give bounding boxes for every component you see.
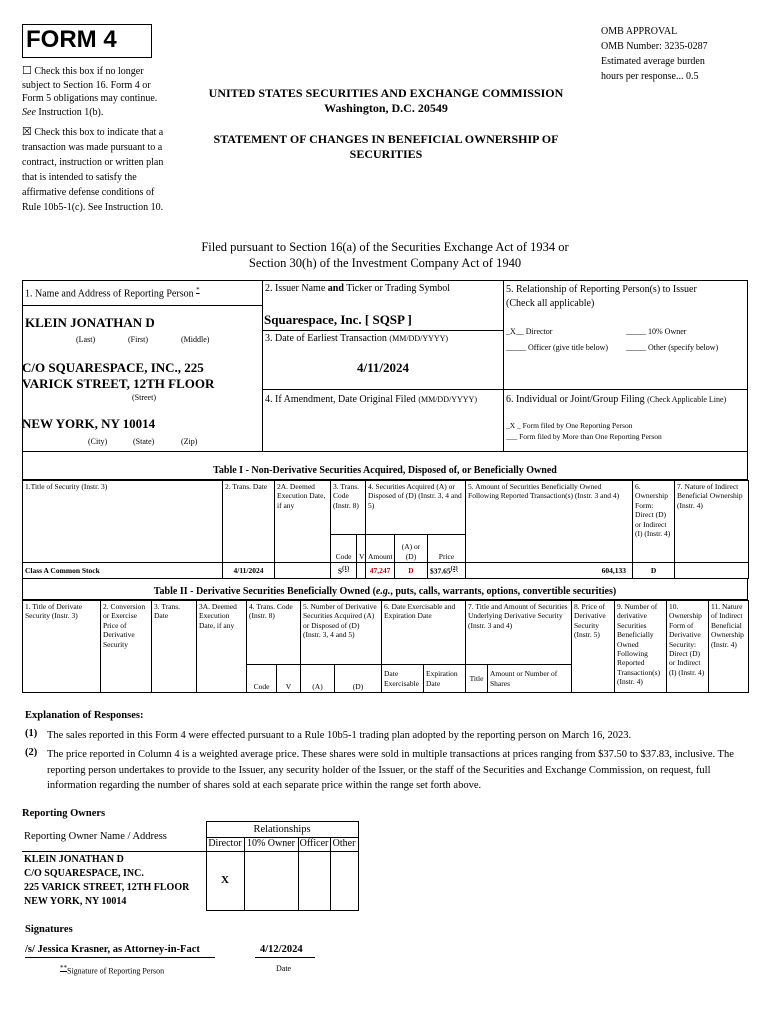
t1-h3: 3. Trans. Code (Instr. 8) xyxy=(331,481,366,535)
t2-a: (A) xyxy=(301,665,335,693)
checkbox2-text: Check this box to indicate that a transaction was made pursuant to a contract, instruction or written plan that is intended to satisfy the affirmative defense conditions of Rule 10b5-1(c). See Instruction 10. xyxy=(22,127,164,213)
filed-line1: Filed pursuant to Section 16(a) of the Securities Exchange Act of 1934 or xyxy=(201,240,569,254)
checkbox1-see: See xyxy=(22,106,36,118)
t2-h3: 3. Trans. Date xyxy=(152,601,197,693)
t1-h1: 1.Title of Security (Instr. 3) xyxy=(23,481,223,563)
fn2-number: (2) xyxy=(25,747,38,758)
filing-one: _X _ Form filed by One Reporting Person xyxy=(506,421,633,430)
form-title: FORM 4 xyxy=(26,26,117,53)
owner-ten-cell xyxy=(244,852,298,911)
rel-director: _X__ Director xyxy=(506,327,553,336)
t1-h2a: 2A. Deemed Execution Date, if any xyxy=(275,481,331,563)
statement-line2: SECURITIES xyxy=(349,147,423,161)
table-row xyxy=(22,852,358,911)
t2-date-ex: Date Exercisable xyxy=(382,665,424,693)
t2-h10: 10. Ownership Form of Derivative Security: Direct (D) or Indirect (I) (Instr. 4) xyxy=(667,601,709,693)
owner-officer-cell xyxy=(298,852,330,911)
t2-h2: 2. Conversion or Exercise Price of Derivative Security xyxy=(101,601,152,693)
earliest-transaction-date: 4/11/2024 xyxy=(356,360,409,375)
fn2-text: The price reported in Column 4 is a weighted average price. These shares were sold in multiple transactions at prices ranging from $37.50 to $37.83, inclusive. The reporting person undertakes to provide to the Issuer, any security holder of the Issuer, or the staff of the Securities and Exchange Commission, on request, full information regarding the number of shares sold at each separate price within the range set forth above. xyxy=(47,749,734,791)
t1-row-price: $37.65$^{(2)}$ xyxy=(428,563,466,579)
date-label: Date xyxy=(276,964,292,973)
box5-label: 5. Relationship of Reporting Person(s) to Issuer (Check all applicable) xyxy=(506,284,697,309)
t2-h11: 11. Nature of Indirect Beneficial Ownership (Instr. 4) xyxy=(709,601,749,693)
t2-code: Code xyxy=(247,665,277,693)
table1-grid xyxy=(22,480,749,579)
owners-director: Director xyxy=(206,838,244,852)
divider-4 xyxy=(262,330,504,331)
t1-row-v xyxy=(357,563,366,579)
issuer-name: Squarespace, Inc. [ SQSP ] xyxy=(264,312,412,327)
omb-title: OMB APPROVAL xyxy=(601,26,678,37)
owners-title: Reporting Owners xyxy=(22,808,106,819)
checkbox1-block xyxy=(22,64,172,119)
owners-table xyxy=(22,821,359,911)
t2-exp: Expiration Date xyxy=(424,665,466,693)
t1-code: Code xyxy=(331,535,357,563)
box2-label: 2. Issuer Name and Ticker or Trading Symbol xyxy=(265,283,451,294)
name-middle-label: (Middle) xyxy=(181,335,210,344)
owner-other-cell xyxy=(330,852,358,911)
rel-ten-owner: _____ 10% Owner xyxy=(626,327,687,336)
omb-hours: hours per response... 0.5 xyxy=(601,71,699,82)
t2-h5: 5. Number of Derivative Securities Acquired (A) or Disposed of (D) (Instr. 3, 4 and 5) xyxy=(301,601,382,665)
signature-name: /s/ Jessica Krasner, as Attorney-in-Fact xyxy=(25,944,200,955)
t1-row-form: D xyxy=(633,563,675,579)
t1-v: V xyxy=(357,535,366,563)
t1-row-date: 4/11/2024 xyxy=(223,563,275,579)
city-label: (City) xyxy=(88,437,108,446)
box1-label: 1. Name and Address of Reporting Person * xyxy=(25,286,200,300)
box1-star: * xyxy=(196,286,200,294)
name-last-label: (Last) xyxy=(76,335,96,344)
owners-col-name: Reporting Owner Name / Address xyxy=(22,822,206,852)
t1-h4: 4. Securities Acquired (A) or Disposed of (D) (Instr. 3, 4 and 5) xyxy=(366,481,466,535)
explanation-title: Explanation of Responses: xyxy=(25,710,144,721)
statement-line1: STATEMENT OF CHANGES IN BENEFICIAL OWNERSHIP OF xyxy=(213,132,559,146)
omb-burden: Estimated average burden xyxy=(601,56,705,67)
table2-grid xyxy=(22,600,749,693)
t1-h6: 6. Ownership Form: Direct (D) or Indirect (I) (Instr. 4) xyxy=(633,481,675,563)
street-line2: VARICK STREET, 12TH FLOOR xyxy=(22,376,215,391)
t1-row-nature xyxy=(675,563,749,579)
t1-row-title: Class A Common Stock xyxy=(23,563,223,579)
t2-h3a: 3A. Deemed Execution Date, if any xyxy=(197,601,247,693)
t1-row-code: $S^{(1)}$ xyxy=(331,563,357,579)
agency-name: UNITED STATES SECURITIES AND EXCHANGE COMMISSION xyxy=(208,86,564,100)
t1-h7: 7. Nature of Indirect Beneficial Ownership (Instr. 4) xyxy=(675,481,749,563)
t1-aord: (A) or (D) xyxy=(395,535,428,563)
rel-other: _____ Other (specify below) xyxy=(626,343,719,352)
owners-officer: Officer xyxy=(298,838,330,852)
t2-h8: 8. Price of Derivative Security (Instr. 5) xyxy=(572,601,615,693)
zip-label: (Zip) xyxy=(181,437,198,446)
checkbox1-instr: Instruction 1(b). xyxy=(38,106,104,118)
t2-h9: 9. Number of derivative Securities Beneficially Owned Following Reported Transaction(s) (Instr. 4) xyxy=(615,601,667,693)
t1-price: Price xyxy=(428,535,466,563)
street-label: (Street) xyxy=(132,393,156,402)
city-line: NEW YORK, NY 10014 xyxy=(22,416,156,431)
t2-amt: Amount or Number of Shares xyxy=(488,665,572,693)
table-row xyxy=(23,563,749,579)
filing-more: ___ Form filed by More than One Reporting Person xyxy=(506,432,662,441)
t2-v: V xyxy=(277,665,301,693)
omb-approval xyxy=(601,24,708,84)
table1-title: Table I - Non-Derivative Securities Acquired, Disposed of, or Beneficially Owned xyxy=(22,452,748,480)
street-address xyxy=(22,360,214,392)
t2-h6: 6. Date Exercisable and Expiration Date xyxy=(382,601,466,665)
t1-row-owned: 604,133 xyxy=(466,563,633,579)
rel-officer: _____ Officer (give title below) xyxy=(506,343,609,352)
box3-label: 3. Date of Earliest Transaction (MM/DD/YYYY) xyxy=(265,333,449,344)
t1-row-deemed xyxy=(275,563,331,579)
owners-relationships: Relationships xyxy=(206,822,358,838)
divider-3 xyxy=(22,305,263,306)
t2-d: (D) xyxy=(335,665,382,693)
signature-label: **Signature of Reporting Person xyxy=(60,964,165,976)
table1 xyxy=(22,452,748,579)
t1-amount: Amount xyxy=(366,535,395,563)
signature-line xyxy=(25,957,215,958)
omb-number: OMB Number: 3235-0287 xyxy=(601,41,708,52)
filed-line2: Section 30(h) of the Investment Company Act of 1940 xyxy=(248,256,522,270)
divider-5 xyxy=(262,389,748,390)
t2-title: Title xyxy=(466,665,488,693)
owner-address: KLEIN JONATHAN D C/O SQUARESPACE, INC. 225 VARICK STREET, 12TH FLOOR NEW YORK, NY 10014 xyxy=(22,852,206,911)
box6-label: 6. Individual or Joint/Group Filing (Check Applicable Line) xyxy=(506,394,727,405)
checkbox1-text: Check this box if no longer subject to Section 16. Form 4 or Form 5 obligations may continue. xyxy=(22,66,158,104)
box4-label: 4. If Amendment, Date Original Filed (MM/DD/YYYY) xyxy=(265,394,477,405)
reporting-person-name: KLEIN JONATHAN D xyxy=(25,315,155,330)
owner-director-mark: X xyxy=(206,852,244,911)
street-line1: C/O SQUARESPACE, INC., 225 xyxy=(22,360,204,375)
table2-title: Table II - Derivative Securities Beneficially Owned (e.g., puts, calls, warrants, options, convertible securities) xyxy=(22,578,748,600)
t2-h7: 7. Title and Amount of Securities Underlying Derivative Security (Instr. 3 and 4) xyxy=(466,601,572,665)
t2-h4: 4. Trans. Code (Instr. 8) xyxy=(247,601,301,665)
t1-h5: 5. Amount of Securities Beneficially Owned Following Reported Transaction(s) (Instr. 3 and 4) xyxy=(466,481,633,563)
name-first-label: (First) xyxy=(128,335,148,344)
fn1-number: (1) xyxy=(25,728,38,739)
t1-row-aord: D xyxy=(395,563,428,579)
state-label: (State) xyxy=(133,437,155,446)
statement-header xyxy=(172,132,600,162)
t1-row-amount: 47,247 xyxy=(366,563,395,579)
fn1-text: The sales reported in this Form 4 were effected pursuant to a Rule 10b5-1 trading plan adopted by the reporting person on March 16, 2023. xyxy=(47,730,632,741)
owners-other: Other xyxy=(330,838,358,852)
form-title-box xyxy=(22,24,152,58)
agency-header xyxy=(172,86,600,116)
filed-pursuant xyxy=(100,239,670,271)
t2-h1: 1. Title of Derivate Security (Instr. 3) xyxy=(23,601,101,693)
signatures-title: Signatures xyxy=(25,924,73,935)
checkbox2[interactable]: ☒ xyxy=(22,125,32,138)
checkbox2-block xyxy=(22,124,172,215)
checkbox1[interactable]: ☐ xyxy=(22,64,32,77)
date-line xyxy=(255,957,315,958)
agency-city: Washington, D.C. 20549 xyxy=(324,101,448,115)
signature-date: 4/12/2024 xyxy=(260,944,303,955)
table2 xyxy=(22,578,748,693)
t1-h2: 2. Trans. Date xyxy=(223,481,275,563)
owners-ten: 10% Owner xyxy=(244,838,298,852)
